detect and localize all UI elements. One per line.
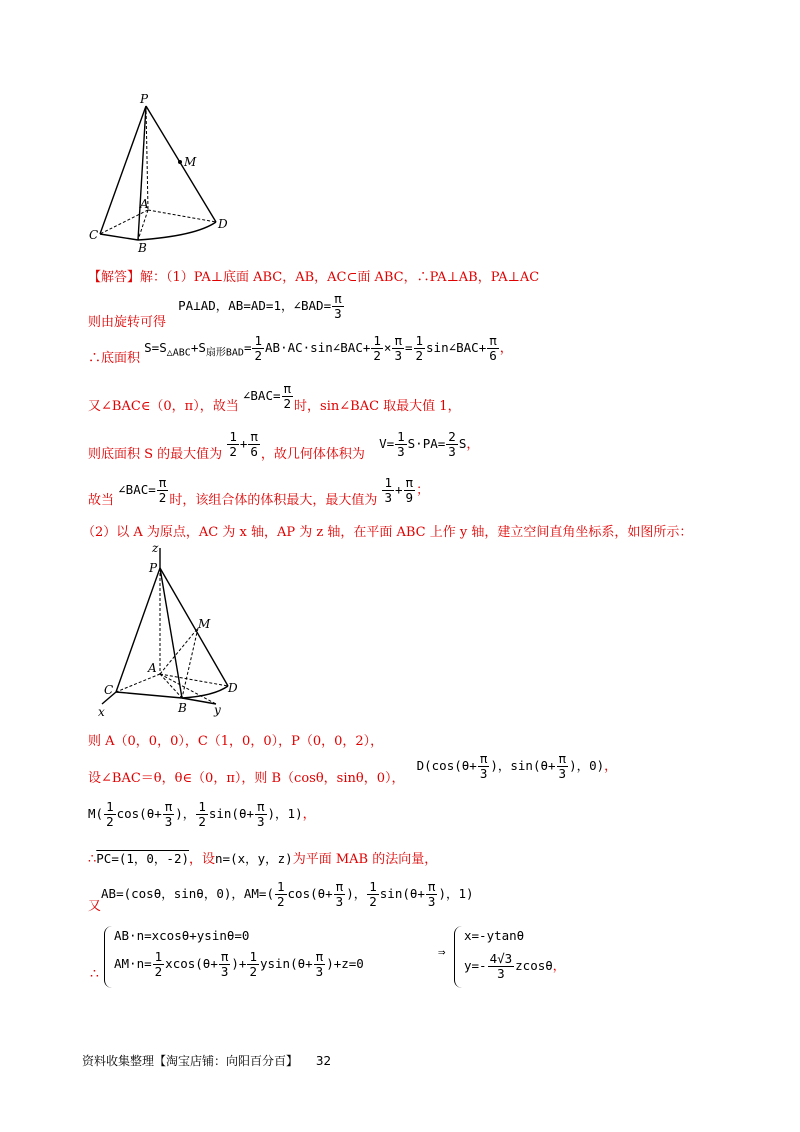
label-P: P	[140, 92, 149, 106]
solution-line-5: 则底面积 S 的最大值为 $\frac{1}{2}$ + $\frac{\pi}{6}$ ，故几何体体积为 V= $\frac{1}{3}$ S·PA= $\frac{2}{3}$ S，	[88, 429, 480, 462]
solution-line-1: 【解答】解：（1）PA⊥底面 ABC，AB，AC⊂面 ABC，∴PA⊥AB，PA⊥AC	[88, 270, 540, 285]
solution-line-11: ∴PC=(1，0，-2)，设n=(x，y，z)为平面 MAB 的法向量，	[88, 851, 438, 867]
solution-line-12: 又AB=(cosθ，sinθ，0)，AM=( $\frac{1}{2}$ cos(θ+ $\frac{\pi}{3}$ )， $\frac{1}{2}$ sin(θ+ $\frac{\pi}{3}$ )，1)	[88, 879, 474, 914]
therefore-symbol: ∴	[90, 966, 99, 982]
label-A: A	[148, 661, 157, 675]
pyramid-figure-2	[94, 540, 244, 720]
solution-line-10: M( $\frac{1}{2}$ cos(θ+ $\frac{\pi}{3}$ )， $\frac{1}{2}$ sin(θ+ $\frac{\pi}{3}$ )，1)，	[88, 799, 316, 829]
solution-line-2: 则由旋转可得 PA⊥AD，AB=AD=1，∠BAD= $\frac{\pi}{3}$	[88, 291, 342, 330]
system-eq-1: AB·n=xcosθ+ysinθ=0	[114, 928, 250, 943]
label-P: P	[149, 561, 158, 575]
solution-eq-2: y=- $\frac{4√3}{3}$ zcosθ，	[464, 951, 566, 981]
system-brace	[104, 926, 113, 988]
label-y: y	[214, 703, 221, 717]
label-D: D	[228, 681, 238, 695]
solution-eq-1: x=-ytanθ	[464, 928, 525, 943]
solution-line-7: （2）以 A 为原点，AC 为 x 轴，AP 为 z 轴，在平面 ABC 上作 y 轴，建立空间直角坐标系，如图所示：	[82, 525, 693, 540]
label-z: z	[152, 541, 159, 555]
footer-text: 资料收集整理【淘宝店铺：向阳百分百】	[82, 1054, 299, 1068]
label-M: M	[184, 155, 197, 169]
page-number: 32	[315, 1054, 332, 1068]
solution-line-4: 又∠BAC∈（0，π），故当 ∠BAC= $\frac{\pi}{2}$ 时，sin∠BAC 取最大值 1，	[88, 381, 461, 414]
solution-brace	[454, 926, 463, 988]
system-eq-2: AM·n= $\frac{1}{2}$ xcos(θ+ $\frac{\pi}{3}$ )+ $\frac{1}{2}$ ysin(θ+ $\frac{\pi}{3}$ )+z=0	[114, 949, 364, 979]
label-D: D	[218, 217, 228, 231]
label-x: x	[98, 705, 105, 719]
label-B: B	[138, 241, 147, 252]
label-C: C	[104, 683, 114, 697]
label-B: B	[178, 701, 187, 715]
solution-line-6: 故当 ∠BAC= $\frac{\pi}{2}$ 时，该组合体的体积最大，最大值为 $\frac{1}{3}$ + $\frac{\pi}{9}$ ；	[88, 475, 430, 508]
label-A: A	[140, 197, 149, 211]
footer	[82, 1052, 331, 1069]
solution-line-8: 则 A（0，0，0），C（1，0，0），P（0，0，2），	[88, 734, 384, 749]
solution-line-3: ∴底面积 $S=S_{\triangle ABC}+S_{扇形BAD}=$ $\frac{1}{2}$ AB·AC·sin∠BAC+ $\frac{1}{2}$ × $\frac{\pi}{3}$ = $\frac{1}{2}$ sin∠BAC+ $\frac{\pi}{6}$ ，	[88, 333, 513, 366]
pyramid-figure-1	[86, 92, 246, 252]
implies-arrow: ⇒	[438, 944, 446, 959]
label-M: M	[198, 617, 211, 631]
label-C: C	[89, 228, 99, 242]
solution-line-9: 设∠BAC＝θ，θ∈（0，π），则 B（cosθ，sinθ，0）， D(cos(θ+ $\frac{\pi}{3}$ )，sin(θ+ $\frac{\pi}{3}$ )，0)，	[88, 751, 618, 786]
